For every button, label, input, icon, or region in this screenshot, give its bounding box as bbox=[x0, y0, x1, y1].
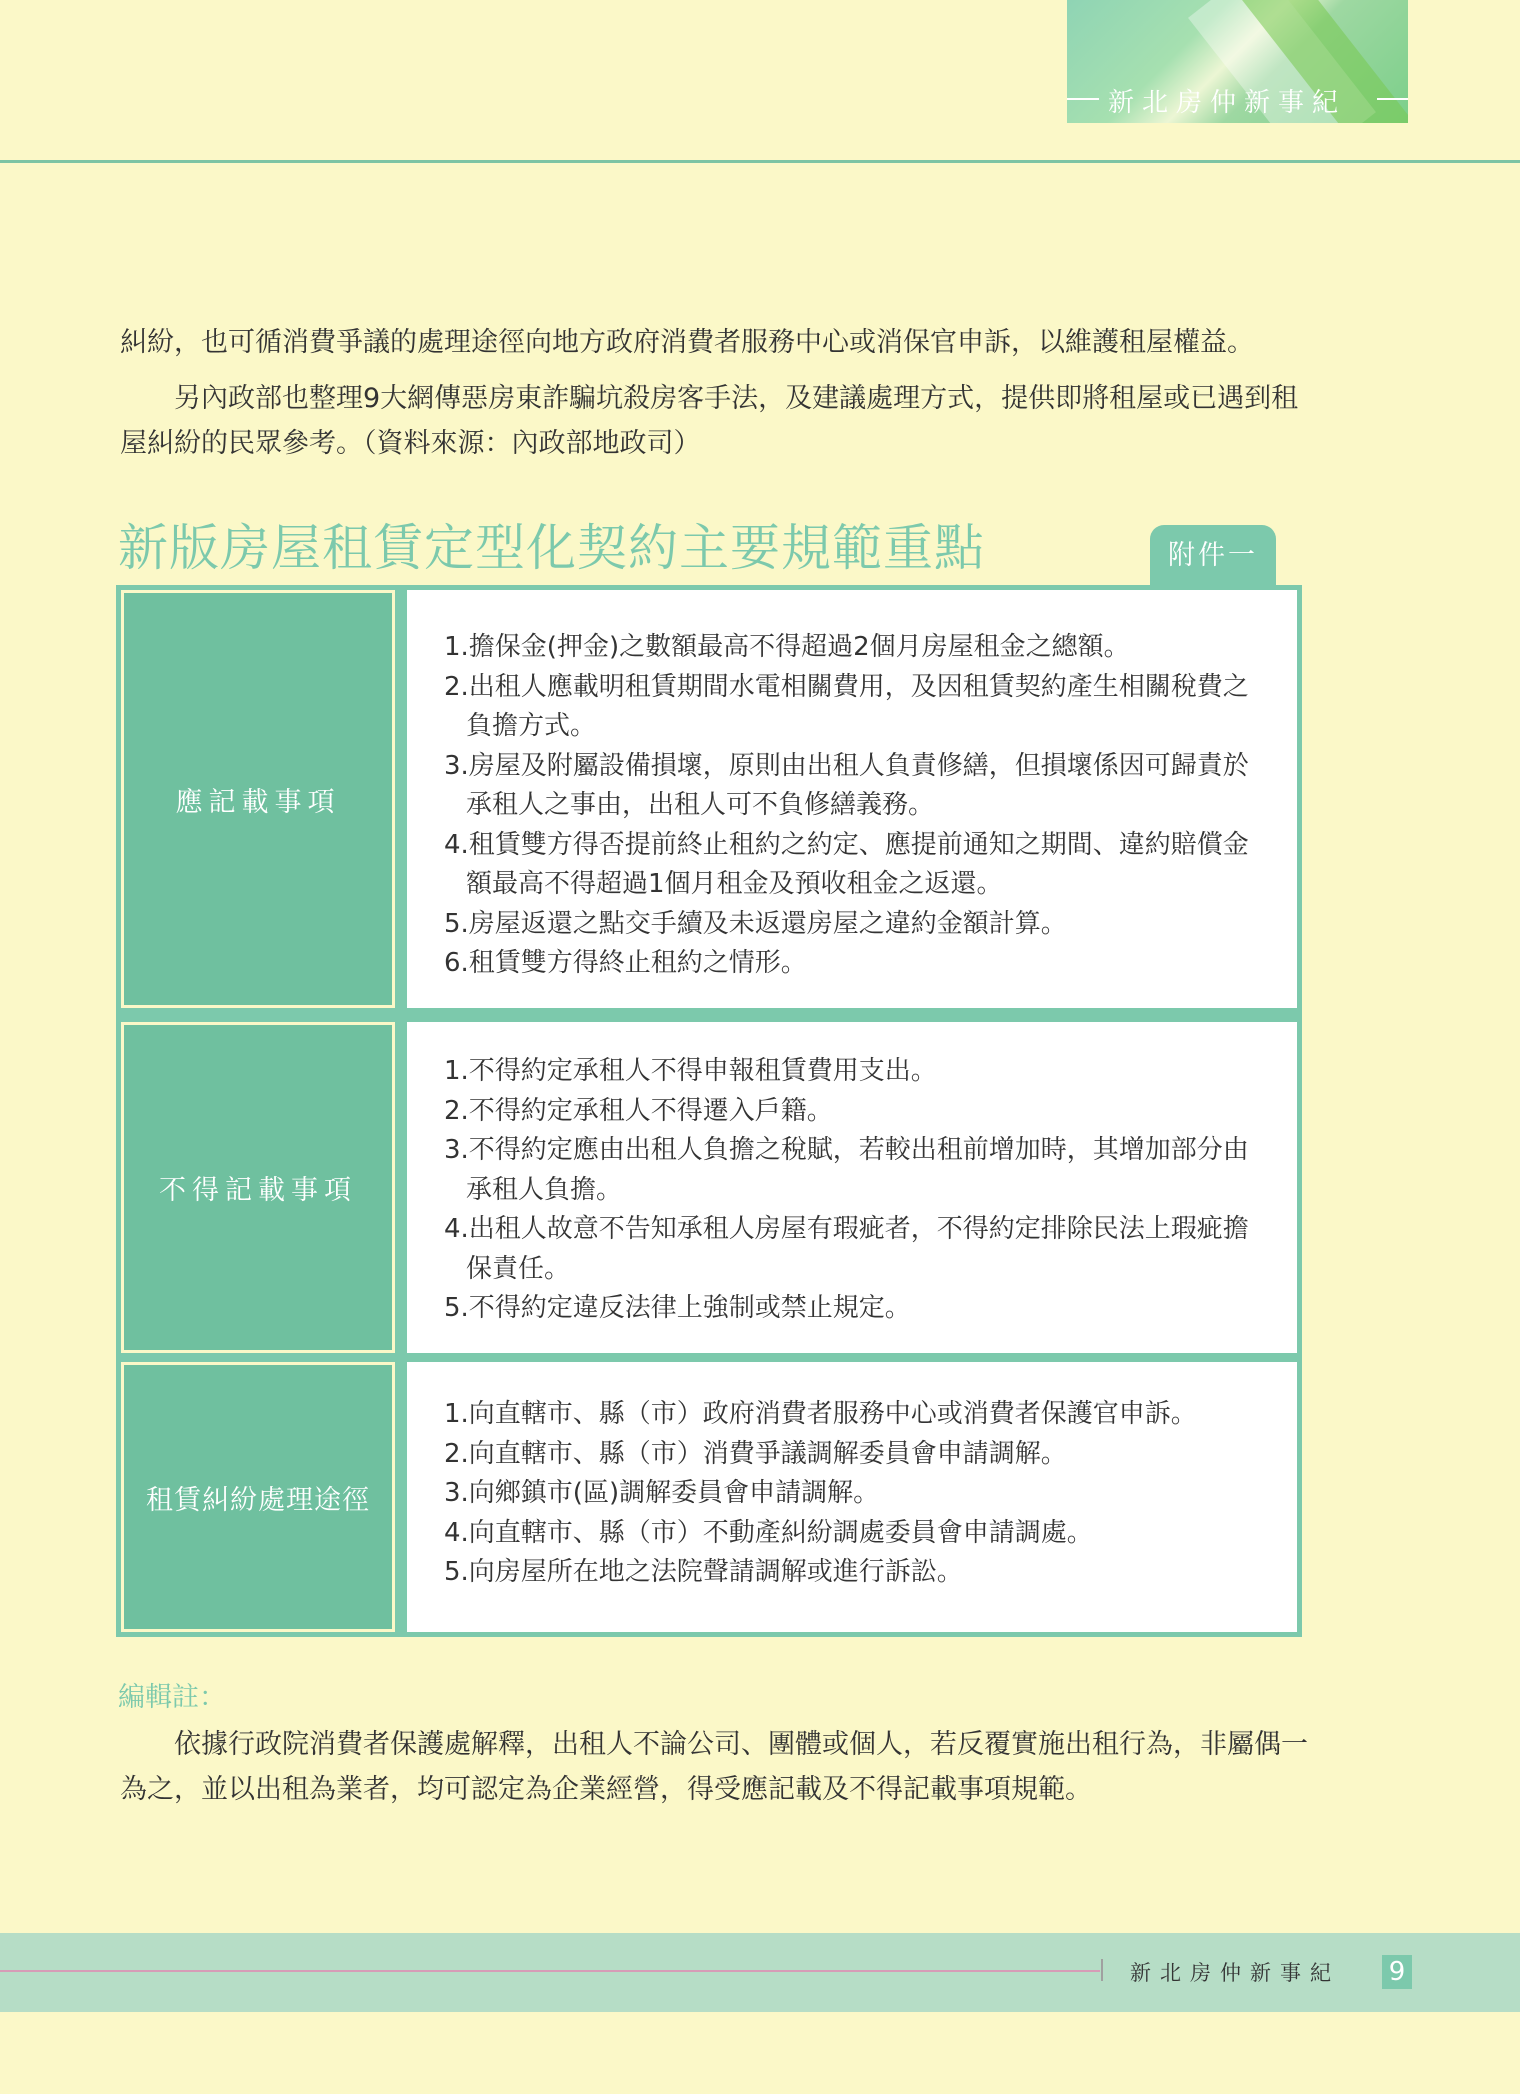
footer-line bbox=[0, 1970, 1100, 1972]
list-item: 6.租賃雙方得終止租約之情形。 bbox=[444, 948, 807, 978]
editor-note-text: 依據行政院消費者保護處解釋，出租人不論公司、團體或個人，若反覆實施出租行為，非屬偶一為之，並以出租為業者，均可認定為企業經營，得受應記載及不得記載事項規範。 bbox=[120, 1729, 1308, 1805]
list-item: 1.不得約定承租人不得申報租賃費用支出。 bbox=[444, 1056, 937, 1086]
list-item: 5.房屋返還之點交手續及未返還房屋之違約金額計算。 bbox=[444, 908, 1067, 939]
list-item: 3.向鄉鎮市(區)調解委員會申請調解。 bbox=[444, 1478, 880, 1508]
list-item: 3.不得約定應由出租人負擔之稅賦，若較出租前增加時，其增加部分由承租人負擔。 bbox=[444, 1135, 1249, 1205]
page-number: 9 bbox=[1382, 1955, 1412, 1989]
list-item: 2.向直轄市、縣（市）消費爭議調解委員會申請調解。 bbox=[444, 1438, 1067, 1469]
intro-paragraph-1: 糾紛，也可循消費爭議的處理途徑向地方政府消費者服務中心或消保官申訴，以維護租屋權益。 bbox=[120, 327, 1254, 358]
row-label: 租賃糾紛處理途徑 bbox=[121, 1362, 395, 1632]
list-item: 1.擔保金(押金)之數額最高不得超過2個月房屋租金之總額。 bbox=[444, 632, 1130, 662]
list-item: 4.出租人故意不告知承租人房屋有瑕疵者，不得約定排除民法上瑕疵擔保責任。 bbox=[444, 1214, 1249, 1284]
list-item: 1.向直轄市、縣（市）政府消費者服務中心或消費者保護官申訴。 bbox=[444, 1399, 1197, 1429]
item-list bbox=[444, 1395, 1263, 1593]
banner-line bbox=[1377, 98, 1408, 100]
item-list bbox=[444, 628, 1263, 984]
table-row bbox=[121, 590, 1297, 1008]
footer-publication-title: 新北房仲新事紀 bbox=[1130, 1961, 1340, 1985]
list-item: 2.不得約定承租人不得遷入戶籍。 bbox=[444, 1095, 833, 1126]
list-item: 4.租賃雙方得否提前終止租約之約定、應提前通知之期間、違約賠償金額最高不得超過1個月租金及預收租金之返還。 bbox=[444, 829, 1249, 899]
header-publication-title: 新北房仲新事紀 bbox=[1108, 88, 1347, 118]
list-item: 4.向直轄市、縣（市）不動產糾紛調處委員會申請調處。 bbox=[444, 1517, 1093, 1548]
row-label: 應記載事項 bbox=[121, 590, 395, 1008]
intro-paragraph-2: 另內政部也整理9大網傳惡房東詐騙坑殺房客手法，及建議處理方式，提供即將租屋或已遇到租屋糾紛的民眾參考。（資料來源：內政部地政司） bbox=[120, 383, 1299, 459]
row-content bbox=[407, 1022, 1297, 1353]
annex-badge: 附件一 bbox=[1150, 525, 1276, 585]
section-title: 新版房屋租賃定型化契約主要規範重點 bbox=[118, 519, 985, 577]
table-row bbox=[121, 1362, 1297, 1632]
banner-line bbox=[1067, 98, 1099, 100]
editor-note-label: 編輯註： bbox=[118, 1682, 226, 1713]
list-item: 2.出租人應載明租賃期間水電相關費用，及因租賃契約產生相關稅費之負擔方式。 bbox=[444, 671, 1249, 741]
row-content bbox=[407, 590, 1297, 1008]
list-item: 3.房屋及附屬設備損壞，原則由出租人負責修繕，但損壞係因可歸責於承租人之事由，出租人可不負修繕義務。 bbox=[444, 750, 1249, 820]
row-label: 不得記載事項 bbox=[121, 1022, 395, 1353]
footer-divider bbox=[1101, 1959, 1103, 1981]
list-item: 5.向房屋所在地之法院聲請調解或進行訴訟。 bbox=[444, 1557, 963, 1587]
table-row bbox=[121, 1022, 1297, 1353]
item-list bbox=[444, 1052, 1263, 1329]
header-divider bbox=[0, 160, 1520, 163]
row-content bbox=[407, 1362, 1297, 1632]
regulation-table bbox=[116, 585, 1302, 1637]
list-item: 5.不得約定違反法律上強制或禁止規定。 bbox=[444, 1293, 911, 1323]
